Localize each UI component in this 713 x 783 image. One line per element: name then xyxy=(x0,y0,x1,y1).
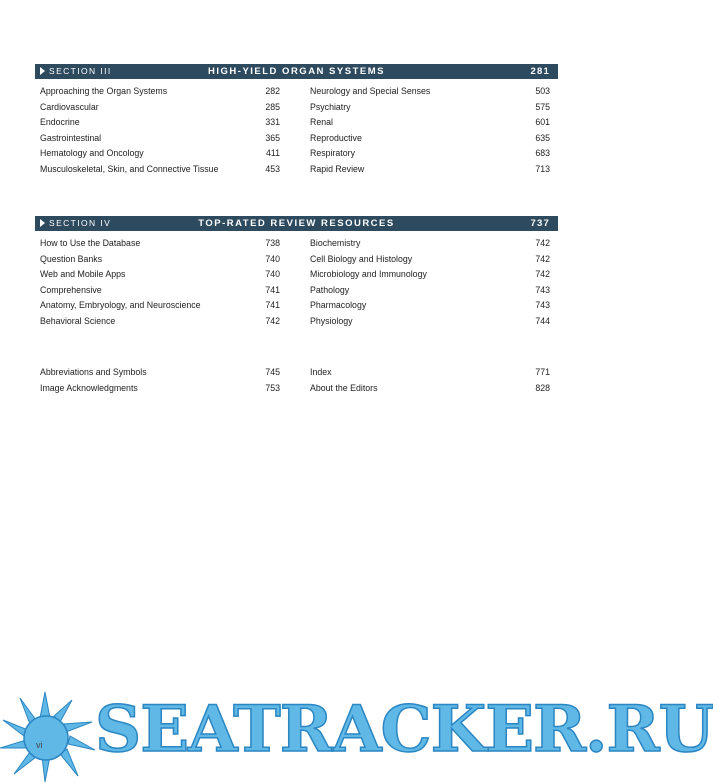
backmatter-right-column xyxy=(310,365,550,396)
toc-entry[interactable]: About the Editors 828 xyxy=(310,382,550,393)
toc-entry[interactable]: Cardiovascular 285 xyxy=(40,101,280,112)
toc-entry[interactable]: Anatomy, Embryology, and Neuroscience 741 xyxy=(40,300,280,310)
section-3-page: 281 xyxy=(530,66,550,77)
sun-icon xyxy=(0,690,100,783)
section-4-toc xyxy=(40,236,549,331)
toc-entry[interactable]: Cell Biology and Histology 742 xyxy=(310,253,550,264)
section-4-header xyxy=(35,216,558,231)
section-4-page: 737 xyxy=(530,218,550,229)
toc-entry[interactable]: Hematology and Oncology 411 xyxy=(40,148,280,158)
backmatter-left-column xyxy=(40,365,280,396)
toc-entry[interactable]: How to Use the Database 738 xyxy=(40,238,280,248)
section-4-left-column xyxy=(40,236,280,329)
toc-entry[interactable]: Approaching the Organ Systems 282 xyxy=(40,86,280,96)
section-3-left-column xyxy=(40,84,280,177)
section-3-toc xyxy=(40,84,549,179)
toc-entry[interactable]: Behavioral Science 742 xyxy=(40,315,280,326)
toc-entry[interactable]: Biochemistry 742 xyxy=(310,238,550,248)
toc-entry[interactable]: Microbiology and Immunology 742 xyxy=(310,269,550,279)
toc-entry[interactable]: Pharmacology 743 xyxy=(310,300,550,310)
toc-entry[interactable]: Endocrine 331 xyxy=(40,117,280,127)
toc-entry[interactable]: Question Banks 740 xyxy=(40,253,280,264)
section-3-label: SECTION III xyxy=(49,66,112,76)
watermark-text: SEATRACKER.RU xyxy=(95,692,713,767)
toc-entry[interactable]: Gastrointestinal 365 xyxy=(40,132,280,143)
toc-entry[interactable]: Musculoskeletal, Skin, and Connective Tissue 453 xyxy=(40,163,280,174)
toc-entry[interactable]: Web and Mobile Apps 740 xyxy=(40,269,280,279)
section-3-title: HIGH-YIELD ORGAN SYSTEMS xyxy=(208,66,385,77)
section-4-label: SECTION IV xyxy=(49,218,112,228)
toc-entry[interactable]: Abbreviations and Symbols 745 xyxy=(40,367,280,377)
backmatter-toc xyxy=(40,365,549,397)
toc-entry[interactable]: Reproductive 635 xyxy=(310,132,550,143)
page-number: vi xyxy=(36,740,43,750)
toc-entry[interactable]: Physiology 744 xyxy=(310,315,550,326)
toc-entry[interactable]: Rapid Review 713 xyxy=(310,163,550,174)
toc-entry[interactable]: Image Acknowledgments 753 xyxy=(40,382,280,393)
toc-entry[interactable]: Respiratory 683 xyxy=(310,148,550,158)
toc-entry[interactable]: Comprehensive 741 xyxy=(40,284,280,295)
toc-entry[interactable]: Psychiatry 575 xyxy=(310,101,550,112)
toc-entry[interactable]: Neurology and Special Senses 503 xyxy=(310,86,550,96)
section-4-title: TOP-RATED REVIEW RESOURCES xyxy=(198,218,395,229)
section-3-right-column xyxy=(310,84,550,177)
toc-entry[interactable]: Index 771 xyxy=(310,367,550,377)
toc-entry[interactable]: Renal 601 xyxy=(310,117,550,127)
section-3-header xyxy=(35,64,558,79)
watermark xyxy=(0,690,713,783)
section-4-right-column xyxy=(310,236,550,329)
toc-entry[interactable]: Pathology 743 xyxy=(310,284,550,295)
